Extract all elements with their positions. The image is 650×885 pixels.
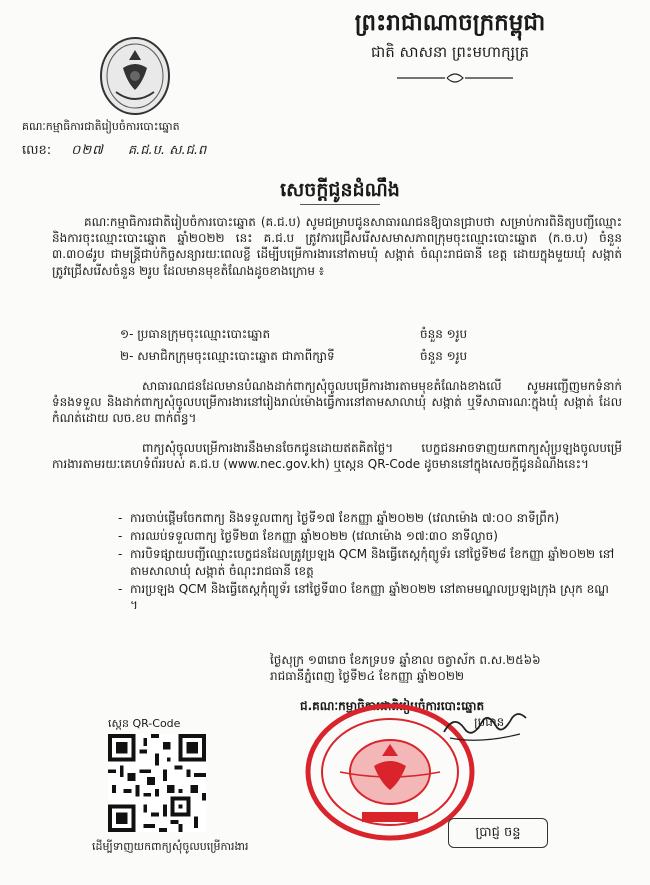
role-item	[120, 326, 540, 348]
paragraph-intro: គណៈកម្មាធិការជាតិរៀបចំការបោះឆ្នោត (គ.ជ.ប) សូមជម្រាបជូនសាធារណជនឱ្យបានជ្រាបថា សម្រាប់ការពិនិត្យបញ្ជីឈ្មោះ និងការចុះឈ្មោះបោះឆ្នោត ឆ្នាំ២០២២ នេះ គ.ជ.ប ត្រូវការជ្រើសរើសសមាសភាពក្រុមចុះឈ្មោះបោះឆ្នោត (ក.ច.ប) ចំនួន ៣.៣០៨រូប ជាមន្ត្រីជាប់កិច្ចសន្យារយៈពេលខ្លី ដើម្បីបម្រើការងារនៅតាមឃុំ សង្កាត់ ចំណុះរាជធានី ខេត្ត ដោយក្នុងមួយឃុំ សង្កាត់ ត្រូវជ្រើសរើសចំនួន ២រូប ដែលមានមុខតំណែងដូចខាងក្រោម ៖	[52, 215, 622, 278]
schedule-item: - ការបិទផ្សាយបញ្ជីឈ្មោះបេក្ខជនដែលត្រូវប្រឡង QCM និងធ្វើតេស្តកុំព្យូទ័រ នៅថ្ងៃទី២៨ ខែកញ្ញា ឆ្នាំ២០២២ នៅតាមសាលាឃុំ សង្កាត់ ចំណុះរាជធានី ខេត្ត	[118, 546, 618, 578]
qr-caption: ដើម្បីទាញយកពាក្យសុំចូលបម្រើការងារ	[92, 840, 249, 853]
reference-line	[22, 142, 206, 160]
schedule-item: - ការប្រឡង QCM និងធ្វើតេស្តកុំព្យូទ័រ នៅថ្ងៃទី៣០ ខែកញ្ញា ឆ្នាំ២០២២ នៅតាមមណ្ឌលប្រឡងក្រុង ស្រុក ខណ្ឌ ។	[118, 581, 618, 613]
organization-name: គណៈកម្មាធិការជាតិរៀបចំការបោះឆ្នោត	[22, 120, 180, 133]
solar-date: រាជធានីភ្នំពេញ ថ្ងៃទី២៤ ខែកញ្ញា ឆ្នាំ២០២២	[270, 669, 465, 684]
reference-number: ០២៧	[71, 143, 104, 158]
national-motto: ជាតិ សាសនា ព្រះមហាក្សត្រ	[370, 43, 530, 61]
qr-code-icon[interactable]	[108, 734, 206, 832]
schedule-list	[118, 510, 618, 615]
motto-ornament	[395, 72, 515, 84]
paragraph-download: ពាក្យសុំចូលបម្រើការងារនឹងមានចែកជូនដោយឥតគិតថ្លៃ។ បេក្ខជនអាចទាញយកពាក្យសុំប្រឡងចូលបម្រើការងារតាមរយៈគេហទំព័ររបស់ គ.ជ.ប (www.nec.gov.kh) ឬស្កេន QR-Code ដូចមាននៅក្នុងសេចក្តីជូនដំណឹងនេះ។	[52, 441, 622, 472]
signature-dates	[270, 652, 610, 684]
title-underline	[300, 204, 380, 205]
signature-label: ប្រធាន	[474, 715, 505, 729]
role-item	[120, 348, 540, 370]
signatory-title: ជ.គណៈកម្មាធិការជាតិរៀបចំការបោះឆ្នោត	[300, 699, 485, 713]
document-title: សេចក្តីជូនដំណឹង	[280, 179, 400, 201]
role-count: ចំនួន ១រូប	[420, 327, 468, 341]
lunar-date: ថ្ងៃសុក្រ ១៣រោច ខែភទ្របទ ឆ្នាំខាល ចត្វាស័ក ព.ស.២៥៦៦	[270, 653, 541, 667]
reference-code: គ.ជ.ប. ស.ជ.ព	[127, 143, 207, 158]
reference-label: លេខ:	[22, 143, 52, 158]
roles-list	[120, 326, 540, 370]
role-label: ២- សមាជិកក្រុមចុះឈ្មោះបោះឆ្នោត ជាភាពីក្សាទី	[120, 349, 335, 363]
kingdom-heading: ព្រះរាជាណាចក្រកម្ពុជា	[354, 10, 546, 36]
schedule-item: - ការចាប់ផ្តើមចែកពាក្យ និងទទួលពាក្យ ថ្ងៃទី១៧ ខែកញ្ញា ឆ្នាំ២០២២ (វេលាម៉ោង ៧:០០ នាទីព្រឹក)	[118, 510, 618, 526]
role-label: ១- ប្រធានក្រុមចុះឈ្មោះបោះឆ្នោត	[120, 327, 271, 341]
signer-name: ប្រាជ្ញ ចន្ទ	[448, 818, 548, 848]
schedule-item: - ការឈប់ទទួលពាក្យ ថ្ងៃទី២៣ ខែកញ្ញា ឆ្នាំ២០២២ (វេលាម៉ោង ១៧:៣០ នាទីល្ងាច)	[118, 528, 618, 544]
qr-label: ស្កេន QR-Code	[108, 717, 181, 730]
role-count: ចំនួន ១រូប	[420, 349, 468, 363]
paragraph-application: សាធារណជនដែលមានបំណងដាក់ពាក្យសុំចូលបម្រើការងារតាមមុខតំណែងខាងលើ សូមអញ្ជើញមកទំនាក់ទំនងទទួល និងដាក់ពាក្យសុំចូលបម្រើការងារនៅរៀងរាល់ម៉ោងធ្វើការនៅតាមសាលាឃុំ សង្កាត់ ឬទីសាធារណៈក្នុងឃុំ សង្កាត់ ដែលកំណត់ដោយ លច.ខប ពាក់ព័ន្ធ។	[52, 379, 622, 426]
nec-emblem-icon	[98, 36, 172, 116]
